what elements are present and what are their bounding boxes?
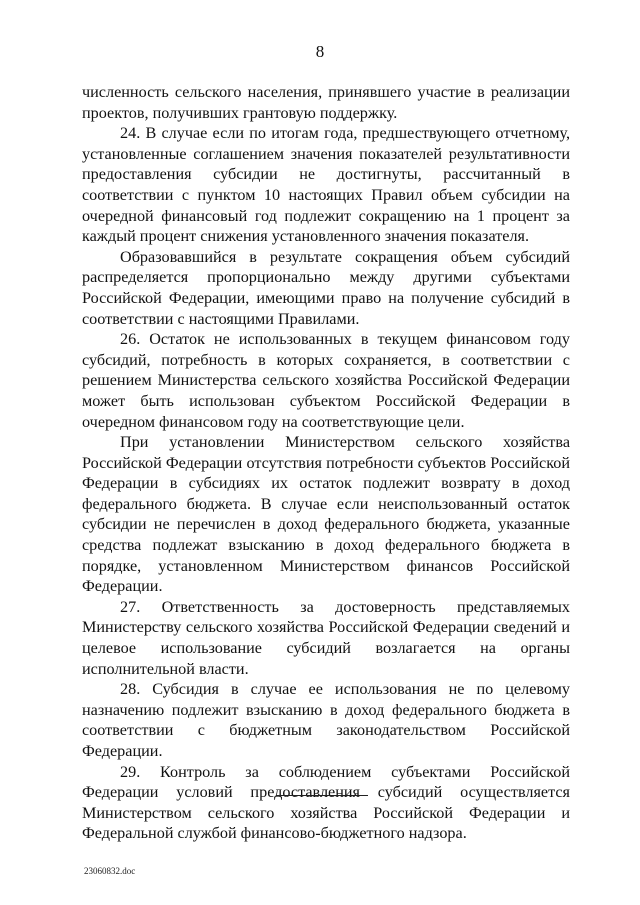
paragraph-28: 28. Субсидия в случае ее использования не по целевому назначению подлежит взысканию в доход федерального бюджета в соответствии с бюджетным законодательством Российской Федерации.: [82, 680, 570, 760]
end-separator-line: [276, 795, 368, 796]
page-number: 8: [315, 42, 325, 61]
paragraph-24: 24. В случае если по итогам года, предшествующего отчетному, установленные соглашением значения показателей результативности предоставления субсидии не достигнуты, рассчитанный в соответствии с пунктом 10 настоящих Правил объем субсидии на очередной финансовый год подлежит сокращению на 1 процент за каждый процент снижения установленного значения показателя.: [82, 124, 570, 246]
paragraph-24-redistribution: Образовавшийся в результате сокращения объем субсидий распределяется пропорционально между другими субъектами Российской Федерации, имеющими право на получение субсидий в соответствии с настоящими Правилами.: [82, 247, 570, 328]
paragraph-27: 27. Ответственность за достоверность представляемых Министерству сельского хозяйства Российской Федерации сведений и целевое использование субсидий возлагается на органы исполнительной власти.: [82, 597, 570, 678]
paragraph-29: 29. Контроль за соблюдением субъектами Российской Федерации условий предоставления субсидий осуществляется Министерством сельского хозяйства Российской Федерации и Федеральной службой финансово-бюджетного надзора.: [82, 762, 570, 843]
paragraph-26: 26. Остаток не использованных в текущем финансовом году субсидий, потребность в которых сохраняется, в соответствии с решением Министерства сельского хозяйства Российской Федерации может быть использован субъектом Российской Федерации в очередном финансовом году на соответствующие цели.: [82, 330, 570, 431]
footer-filename: 23060832.doc: [84, 866, 136, 876]
document-body: [82, 82, 570, 844]
paragraph-26-return: При установлении Министерством сельского хозяйства Российской Федерации отсутствия потребности субъектов Российской Федерации в субсидиях их остаток подлежит возврату в доход федерального бюджета. В случае если неиспользованный остаток субсидии не перечислен в доход федерального бюджета, указанные средства подлежат взысканию в доход федерального бюджета в порядке, установленном Министерством финансов Российской Федерации.: [82, 433, 570, 596]
paragraph-continuation: численность сельского населения, принявшего участие в реализации проектов, получивших грантовую поддержку.: [82, 83, 570, 122]
